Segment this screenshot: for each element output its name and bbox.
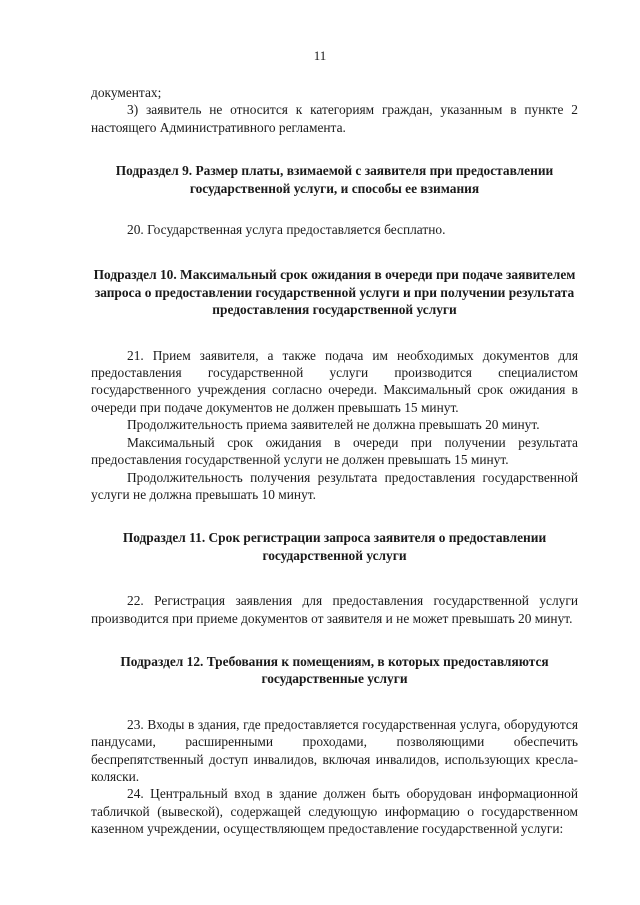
subsection-11-heading: Подраздел 11. Срок регистрации запроса заявителя о предоставлении государственной услуги [122, 530, 547, 563]
paragraph-21-result-duration: Продолжительность получения результата предоставления государственной услуги не должна превышать 10 минут. [91, 469, 578, 502]
subsection-9-heading: Подраздел 9. Размер платы, взимаемой с заявителя при предоставлении государственной услуги, и способы ее взимания [115, 163, 554, 196]
page-number: 11 [313, 48, 327, 63]
paragraph-21-result-wait: Максимальный срок ожидания в очереди при получении результата предоставления государственной услуги не должен превышать 15 минут. [91, 434, 578, 468]
subsection-10-heading: Подраздел 10. Максимальный срок ожидания в очереди при подаче заявителем запроса о предоставлении государственной услуги и при получении результата предоставления государственной услуги [93, 267, 576, 318]
paragraph-24: 24. Центральный вход в здание должен быть оборудован информационной табличкой (вывеской), содержащей следующую информацию о государственном казенном учреждении, осуществляющем предоставление государственной услуги: [91, 786, 578, 837]
paragraph-fragment: документах; [91, 85, 162, 100]
paragraph-22: 22. Регистрация заявления для предоставления государственной услуги производится при приеме документов от заявителя и не может превышать 20 минут. [91, 593, 578, 626]
document-body [91, 84, 578, 838]
paragraph-21: 21. Прием заявителя, а также подача им необходимых документов для предоставления государственной услуги производится специалистом государственного учреждения согласно очереди. Максимальный срок ожидания в очереди при подаче документов не должен превышать 15 минут. [91, 347, 578, 415]
paragraph-23: 23. Входы в здания, где предоставляется государственная услуга, оборудуются пандусами, расширенными проходами, позволяющими обеспечить беспрепятственный доступ инвалидов, включая инвалидов, использующих кресла-коляски. [91, 716, 578, 784]
paragraph-21-reception-duration: Продолжительность приема заявителей не должна превышать 20 минут. [127, 417, 540, 433]
subsection-12-heading: Подраздел 12. Требования к помещениям, в которых предоставляются государственные услуги [120, 653, 549, 687]
paragraph-item-3: 3) заявитель не относится к категориям граждан, указанным в пункте 2 настоящего Административного регламента. [91, 102, 578, 135]
paragraph-20: 20. Государственная услуга предоставляется бесплатно. [127, 222, 446, 238]
